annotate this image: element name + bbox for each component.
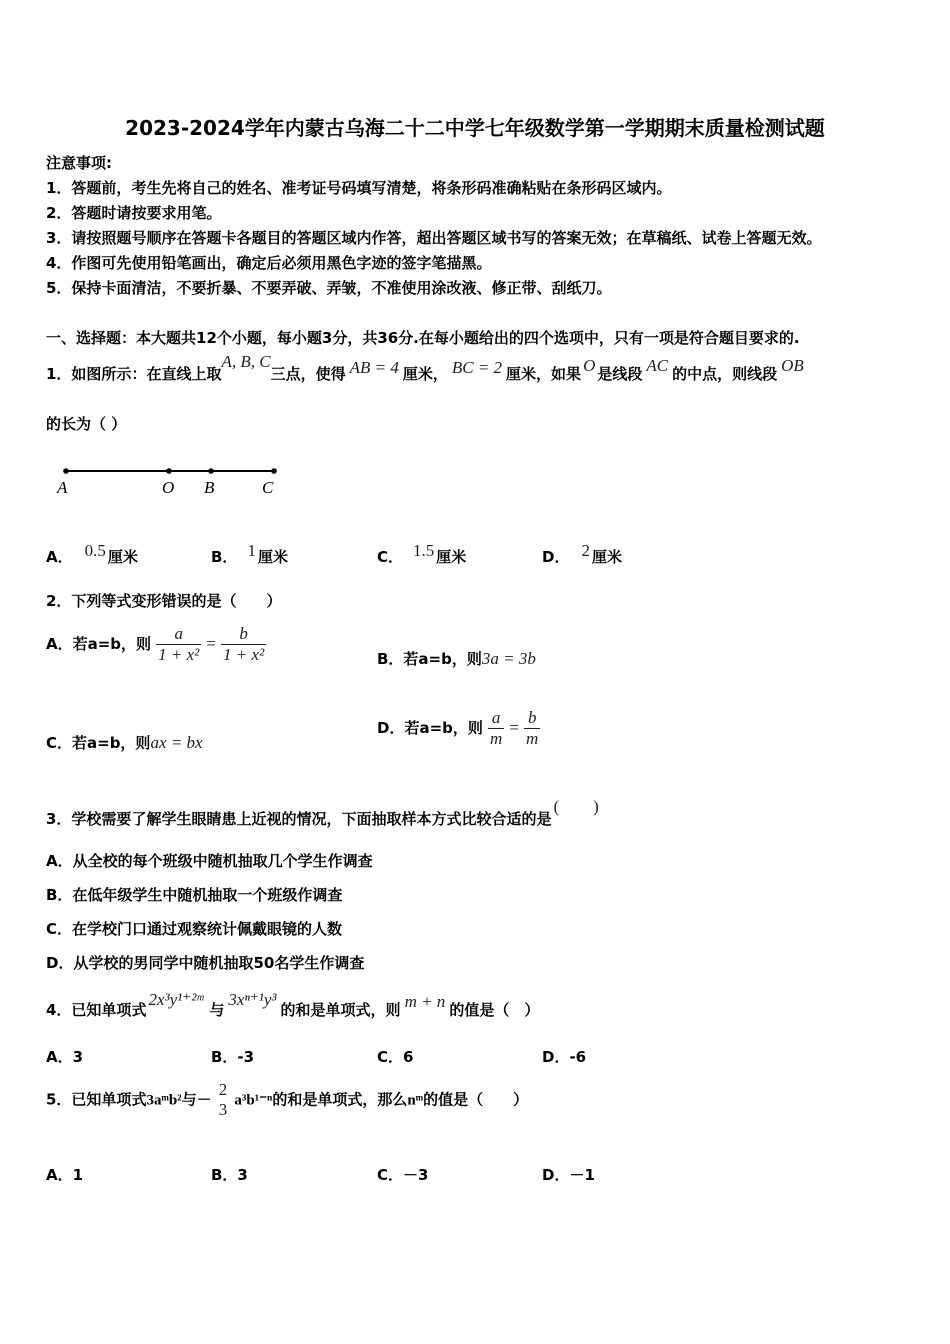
q5-stem: 5．已知单项式3aᵐb²与－ 2 3 a³b¹⁻ⁿ的和是单项式，那么nᵐ的值是（ ） [46, 1080, 529, 1119]
label-b: B [204, 478, 215, 497]
q2-option-d: D．若a=b，则 $\frac{a}{m}$ = $\frac{b}{m}$ [377, 708, 539, 748]
point-a [63, 468, 69, 474]
q5-option-c: C．－3 [377, 1166, 429, 1184]
q3-option-d: D．从学校的男同学中随机抽取50名学生作调查 [46, 954, 365, 972]
q3-option-a: A．从全校的每个班级中随机抽取几个学生作调查 [46, 852, 373, 870]
q5-option-d: D．－1 [542, 1166, 595, 1184]
notice-item: 5．保持卡面清洁，不要折暴、不要弄破、弄皱，不准使用涂改液、修正带、刮纸刀。 [46, 279, 612, 297]
point-c [271, 468, 277, 474]
notice-item: 3．请按照题号顺序在答题卡各题目的答题区域内作答，超出答题区域书写的答案无效；在草稿纸、试卷上答题无效。 [46, 229, 822, 247]
q1-stem-cont: 的长为（ ） [46, 415, 127, 433]
q4-option-b: B．-3 [211, 1048, 255, 1066]
point-b [208, 468, 214, 474]
label-c: C [262, 478, 274, 497]
q4-option-c: C．6 [377, 1048, 414, 1066]
label-a: A [57, 478, 68, 497]
q3-option-b: B．在低年级学生中随机抽取一个班级作调查 [46, 886, 343, 904]
section-heading: 一、选择题：本大题共12个小题，每小题3分，共36分.在每小题给出的四个选项中，只有一项是符合题目要求的. [46, 329, 800, 347]
notice-item: 4．作图可先使用铅笔画出，确定后必须用黑色字迹的签字笔描黑。 [46, 254, 492, 272]
q1-option-d: D． 2 厘米 [542, 541, 622, 566]
label-o: O [162, 478, 175, 497]
q1-option-a: A． 0.5 厘米 [46, 541, 138, 566]
q2-option-a: A．若a=b，则 $\frac{a}{\text{1 + x²}}$ = $\frac{b}{\text{1 + x²}}$ [46, 624, 265, 664]
line-segment-figure [50, 458, 290, 503]
page-title: 2023-2024学年内蒙古乌海二十二中学七年级数学第一学期期末质量检测试题 [125, 116, 825, 140]
q1-option-c: C． 1.5 厘米 [377, 541, 467, 566]
q5-option-b: B．3 [211, 1166, 248, 1184]
q1-stem: 1．如图所示：在直线上取A, B, C三点，使得 AB = 4 厘米， BC = 2 厘米，如果 O 是线段 AC 的中点，则线段 OB [46, 352, 804, 383]
q2-option-c: C．若a=b，则ax = bx [46, 733, 203, 752]
q4-option-a: A．3 [46, 1048, 84, 1066]
point-o [166, 468, 172, 474]
notice-item: 2．答题时请按要求用笔。 [46, 204, 222, 222]
q5-option-a: A．1 [46, 1166, 84, 1184]
q4-option-d: D．-6 [542, 1048, 587, 1066]
q4-stem: 4．已知单项式2x³y¹⁺²ᵐ与3xⁿ⁺¹y³的和是单项式，则 m + n 的值是（ ） [46, 990, 540, 1019]
q2-option-b: B．若a=b，则3a = 3b [377, 649, 536, 668]
q3-stem: 3．学校需要了解学生眼睛患上近视的情况，下面抽取样本方式比较合适的是( ) [46, 797, 599, 828]
notice-heading: 注意事项: [46, 154, 112, 172]
notice-item: 1．答题前，考生先将自己的姓名、准考证号码填写清楚，将条形码准确粘贴在条形码区域内。 [46, 179, 672, 197]
q1-option-b: B． 1 厘米 [211, 541, 288, 566]
q2-stem: 2．下列等式变形错误的是（ ） [46, 592, 282, 610]
q3-option-c: C．在学校门口通过观察统计佩戴眼镜的人数 [46, 920, 343, 938]
